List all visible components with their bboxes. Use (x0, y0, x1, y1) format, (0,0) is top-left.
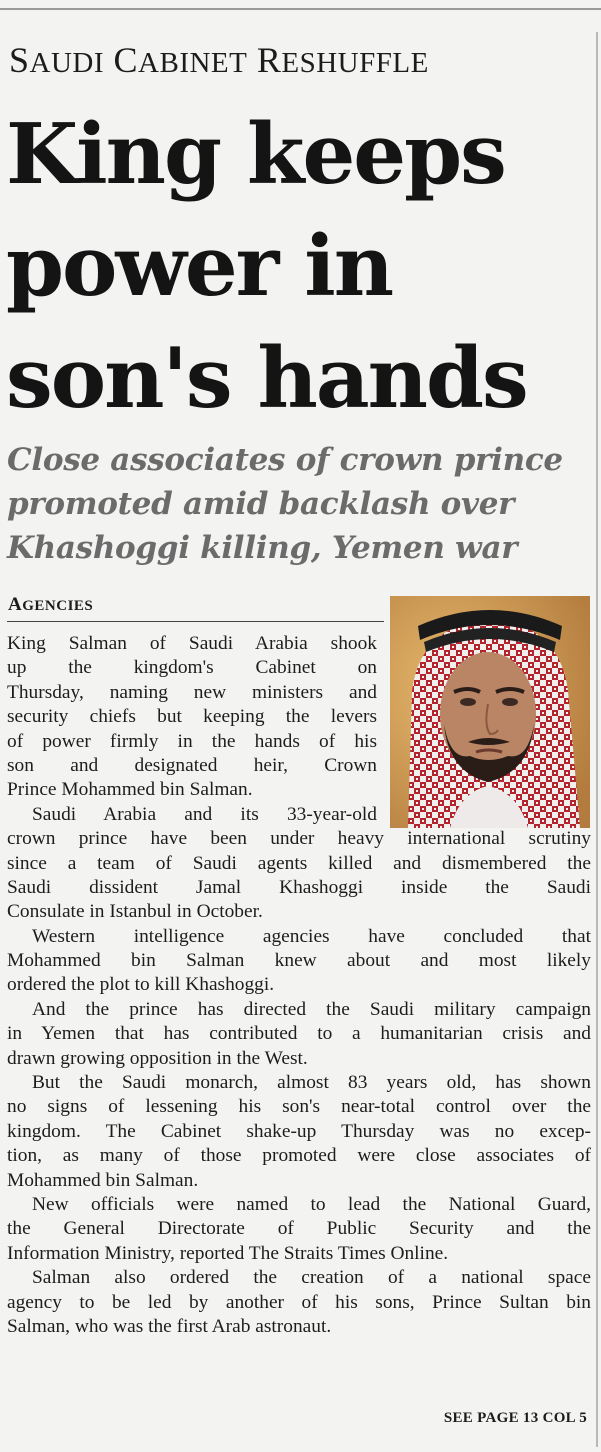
headline-line: power in (6, 217, 393, 315)
article-body (7, 632, 591, 1339)
text-line: no signs of lessening his son's near-total control over the (7, 1096, 591, 1118)
text-line: drawn growing opposition in the West. (7, 1047, 308, 1069)
text-line: ordered the plot to kill Khashoggi. (7, 974, 275, 996)
column-rule (596, 32, 598, 1447)
text-line: Thursday, naming new ministers and (7, 681, 377, 703)
text-line: of power firmly in the hands of his (7, 730, 377, 752)
jump-line: SEE PAGE 13 COL 5 (443, 1410, 587, 1426)
text-line: son and designated heir, Crown (7, 754, 377, 776)
paragraph-7 (7, 1266, 591, 1339)
text-line: Consulate in Istanbul in October. (7, 901, 263, 923)
text-line: security chiefs but keeping the levers (7, 706, 377, 728)
text-line: And the prince has directed the Saudi military campaign (32, 998, 591, 1020)
paragraph-2 (7, 803, 591, 925)
kicker-word: ABINET (138, 47, 248, 79)
text-line: in Yemen that has contributed to a humanitarian crisis and (7, 1023, 591, 1045)
byline (8, 594, 93, 617)
byline-rule (7, 621, 384, 622)
paragraph-6 (7, 1193, 591, 1266)
kicker-initial: C (113, 40, 139, 80)
byline-initial: A (8, 594, 23, 615)
kicker-word: AUDI (29, 47, 105, 79)
text-line: Western intelligence agencies have concluded that (32, 925, 591, 947)
text-line: crown prince have been under heavy international scrutiny (7, 828, 591, 850)
kicker (9, 38, 429, 85)
text-line: Information Ministry, reported The Straits Times Online. (7, 1242, 449, 1264)
text-line: agency to be led by another of his sons, Prince Sultan bin (7, 1291, 591, 1313)
text-line: since a team of Saudi agents killed and dismembered the (7, 852, 591, 874)
headline-line: King keeps (6, 105, 505, 203)
kicker-word: ESHUFFLE (281, 47, 429, 79)
text-line: up the kingdom's Cabinet on (7, 657, 377, 679)
text-line: tion, as many of those promoted were close associates of (7, 1145, 591, 1167)
text-line: Mohammed bin Salman. (7, 1169, 199, 1191)
headline-line: son's hands (6, 329, 527, 427)
text-line: Saudi dissident Jamal Khashoggi inside the Saudi (7, 876, 591, 898)
text-line: New officials were named to lead the National Guard, (32, 1193, 591, 1215)
text-line: King Salman of Saudi Arabia shook (7, 633, 377, 654)
byline-word: GENCIES (22, 598, 94, 614)
text-line: Prince Mohammed bin Salman. (7, 779, 253, 801)
deck-line: Khashoggi killing, Yemen war (7, 530, 518, 566)
paragraph-1 (7, 632, 591, 803)
text-line: But the Saudi monarch, almost 83 years old, has shown (32, 1072, 591, 1094)
deck-subheadline (7, 438, 592, 570)
paragraph-5 (7, 1071, 591, 1193)
kicker-initial: R (256, 40, 282, 80)
top-rule (0, 8, 601, 10)
text-line: Mohammed bin Salman knew about and most likely (7, 950, 591, 972)
paragraph-4 (7, 998, 591, 1071)
text-line: Saudi Arabia and its 33-year-old (32, 803, 377, 825)
deck-line: promoted amid backlash over (7, 486, 515, 522)
text-line: Salman also ordered the creation of a national space (32, 1267, 591, 1289)
text-line: the General Directorate of Public Security and the (7, 1218, 591, 1240)
deck-line: Close associates of crown prince (7, 442, 563, 478)
text-line: Salman, who was the first Arab astronaut. (7, 1315, 332, 1337)
headline (6, 98, 591, 434)
paragraph-3 (7, 925, 591, 998)
kicker-initial: S (9, 40, 30, 80)
text-line: kingdom. The Cabinet shake-up Thursday was no excep- (7, 1120, 591, 1142)
